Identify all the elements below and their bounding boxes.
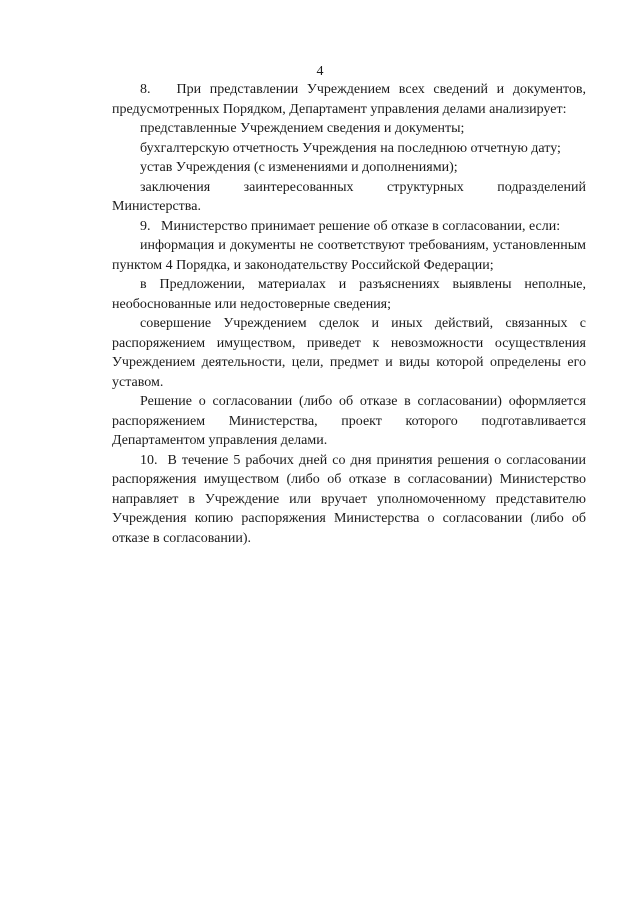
document-body	[112, 80, 586, 548]
list-item: заключения заинтересованных структурных подразделений Министерства.	[112, 179, 586, 214]
page-number: 4	[316, 64, 324, 79]
paragraph-8: 8. При представлении Учреждением всех сведений и документов, предусмотренных Порядком, Департамент управления делами анализирует:	[112, 82, 586, 117]
list-item: устав Учреждения (с изменениями и дополнениями);	[140, 160, 458, 175]
paragraph-decision: Решение о согласовании (либо об отказе в согласовании) оформляется распоряжением Министерства, проект которого подготавливается Департаментом управления делами.	[112, 394, 586, 448]
paragraph-9: 9. Министерство принимает решение об отказе в согласовании, если:	[140, 218, 561, 234]
list-item: в Предложении, материалах и разъяснениях выявлены неполные, необоснованные или недостоверные сведения;	[112, 277, 586, 312]
list-item: информация и документы не соответствуют требованиям, установленным пунктом 4 Порядка, и законодательству Российской Федерации;	[112, 238, 586, 273]
list-item: совершение Учреждением сделок и иных действий, связанных с распоряжением имуществом, приведет к невозможности осуществления Учреждением деятельности, цели, предмет и виды которой определены его уставом.	[112, 316, 586, 390]
paragraph-10: 10. В течение 5 рабочих дней со дня принятия решения о согласовании распоряжения имуществом (либо об отказе в согласовании) Министерство направляет в Учреждение или вручает уполномоченному представителю Учреждения копию распоряжения Министерства о согласовании (либо об отказе в согласовании).	[112, 452, 586, 546]
list-item: представленные Учреждением сведения и документы;	[140, 121, 465, 136]
list-item: бухгалтерскую отчетность Учреждения на последнюю отчетную дату;	[140, 140, 561, 156]
